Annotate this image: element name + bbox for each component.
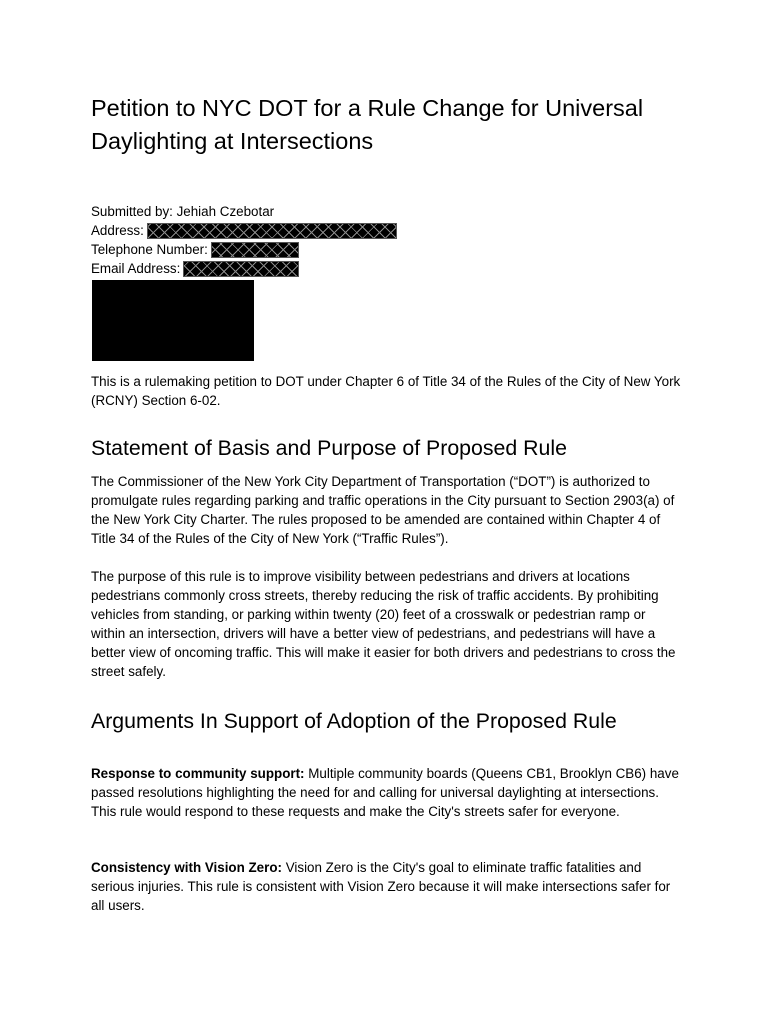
address-redaction [147,223,397,239]
intro-paragraph: This is a rulemaking petition to DOT under Chapter 6 of Title 34 of the Rules of the City of New York (RCNY) Section 6-02. [91,374,681,408]
address-line [91,221,397,240]
email-redaction [183,261,299,277]
argument-community-support-text: Multiple community boards (Queens CB1, Brooklyn CB6) have passed resolutions highlighting the need for and calling for universal daylighting at intersections. This rule would respond to these requests and make the City's streets safer for everyone. [91,766,679,819]
argument-vision-zero-text: Vision Zero is the City's goal to eliminate traffic fatalities and serious injuries. This rule is consistent with Vision Zero because it will make intersections safer for all users. [91,860,671,913]
redacted-block [92,280,254,361]
submitted-by-line [91,202,397,221]
section-heading-arguments: Arguments In Support of Adoption of the Proposed Rule [91,709,617,733]
argument-vision-zero-lead: Consistency with Vision Zero: [91,860,282,875]
document-title: Petition to NYC DOT for a Rule Change for Universal Daylighting at Intersections [91,95,644,154]
purpose-paragraph: The purpose of this rule is to improve visibility between pedestrians and drivers at locations pedestrians commonly cross streets, thereby reducing the risk of traffic accidents. By prohibiting vehicles from standing, or parking within twenty (20) feet of a crosswalk or pedestrian ramp or within an intersection, drivers will have a better view of pedestrians, and pedestrians will have a better view of oncoming traffic. This will make it easier for both drivers and pedestrians to cross the street safely. [91,569,676,679]
authority-paragraph: The Commissioner of the New York City Department of Transportation (“DOT”) is authorized to promulgate rules regarding parking and traffic operations in the City pursuant to Section 2903(a) of the New York City Charter. The rules proposed to be amended are contained within Chapter 4 of Title 34 of the Rules of the City of New York (“Traffic Rules”). [91,474,675,546]
email-line [91,259,397,278]
address-label: Address: [91,223,144,238]
telephone-line [91,240,397,259]
submitter-info [91,202,397,278]
section-heading-basis-purpose: Statement of Basis and Purpose of Proposed Rule [91,436,567,460]
submitted-by-text: Submitted by: Jehiah Czebotar [91,204,275,219]
email-label: Email Address: [91,261,181,276]
argument-community-support-lead: Response to community support: [91,766,305,781]
argument-vision-zero [91,858,683,915]
telephone-label: Telephone Number: [91,242,208,257]
telephone-redaction [211,242,299,258]
argument-community-support [91,764,683,821]
